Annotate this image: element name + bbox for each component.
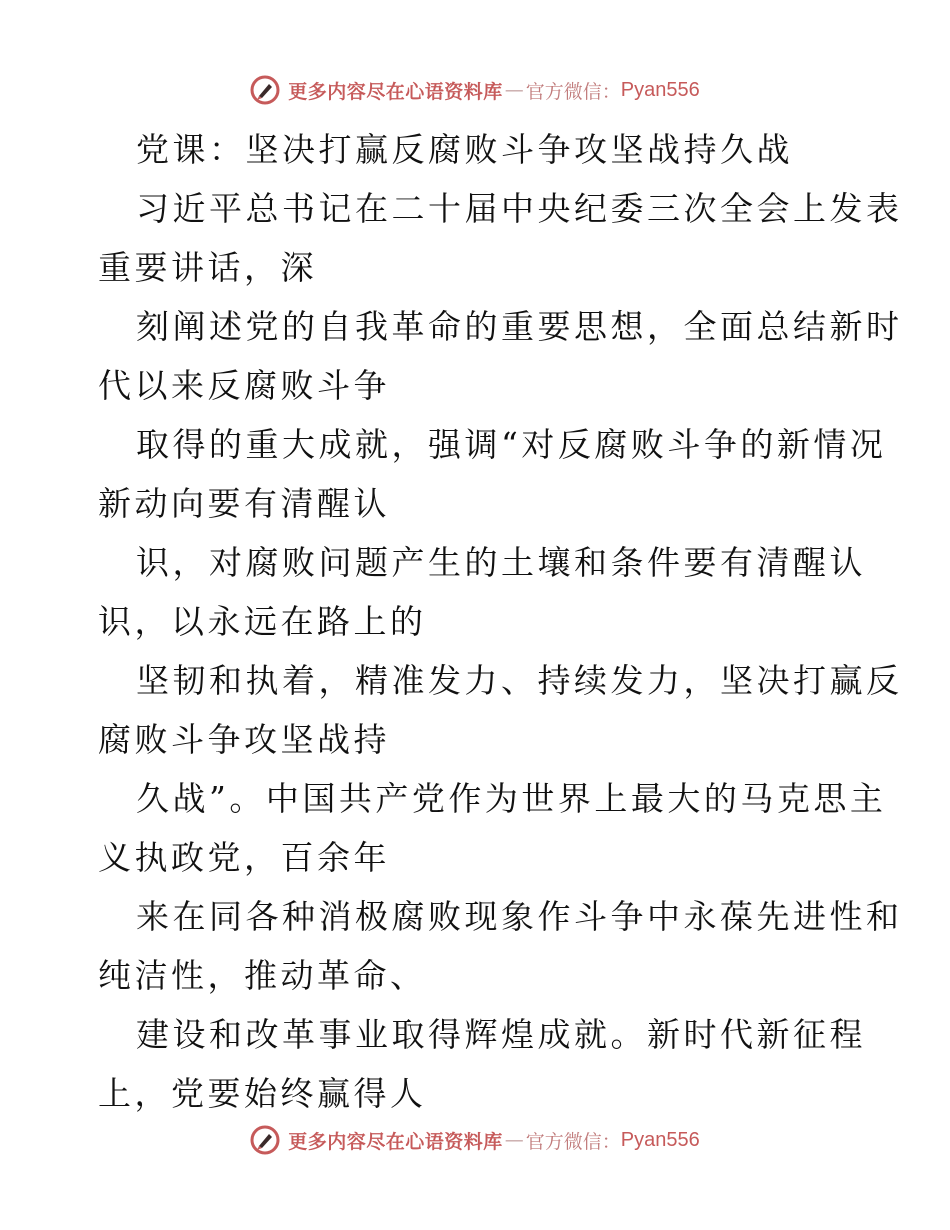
pen-nib-logo-icon xyxy=(250,1125,280,1155)
header-wechat-id: Pyan556 xyxy=(620,78,700,101)
header-banner xyxy=(0,70,950,110)
paragraph-line: 习近平总书记在二十届中央纪委三次全会上发表 xyxy=(136,189,903,228)
document-title: 党课：坚决打赢反腐败斗争攻坚战持久战 xyxy=(136,130,793,169)
header-brand-text: 更多内容尽在心语资料库 xyxy=(288,80,503,103)
paragraph-line: 代以来反腐败斗争 xyxy=(98,366,390,405)
header-official-label: 官方微信： xyxy=(525,80,621,103)
paragraph-line: 坚韧和执着，精准发力、持续发力，坚决打赢反 xyxy=(136,661,903,700)
paragraph-line: 建设和改革事业取得辉煌成就。新时代新征程 xyxy=(136,1015,866,1054)
paragraph-line: 重要讲话，深 xyxy=(98,248,317,287)
paragraph-line: 来在同各种消极腐败现象作斗争中永葆先进性和 xyxy=(136,897,903,936)
paragraph-line: 取得的重大成就，强调“对反腐败斗争的新情况 xyxy=(136,425,887,464)
pen-nib-logo-icon xyxy=(250,75,280,105)
paragraph-line: 义执政党，百余年 xyxy=(98,838,390,877)
footer-banner xyxy=(0,1120,950,1160)
document-body xyxy=(98,120,903,1123)
footer-brand-text: 更多内容尽在心语资料库 xyxy=(288,1130,503,1153)
header-dash: — xyxy=(504,79,524,101)
footer-dash: — xyxy=(504,1129,524,1151)
paragraph-line: 新动向要有清醒认 xyxy=(98,484,390,523)
paragraph-line: 纯洁性，推动革命、 xyxy=(98,956,427,995)
footer-official-label: 官方微信： xyxy=(525,1130,621,1153)
paragraph-line: 刻阐述党的自我革命的重要思想，全面总结新时 xyxy=(136,307,903,346)
paragraph-line: 识，以永远在路上的 xyxy=(98,602,427,641)
footer-wechat-id: Pyan556 xyxy=(620,1128,700,1151)
paragraph-line: 上，党要始终赢得人 xyxy=(98,1074,427,1113)
paragraph-line: 久战”。中国共产党作为世界上最大的马克思主 xyxy=(136,779,887,818)
paragraph-line: 识，对腐败问题产生的土壤和条件要有清醒认 xyxy=(136,543,866,582)
paragraph-line: 腐败斗争攻坚战持 xyxy=(98,720,390,759)
